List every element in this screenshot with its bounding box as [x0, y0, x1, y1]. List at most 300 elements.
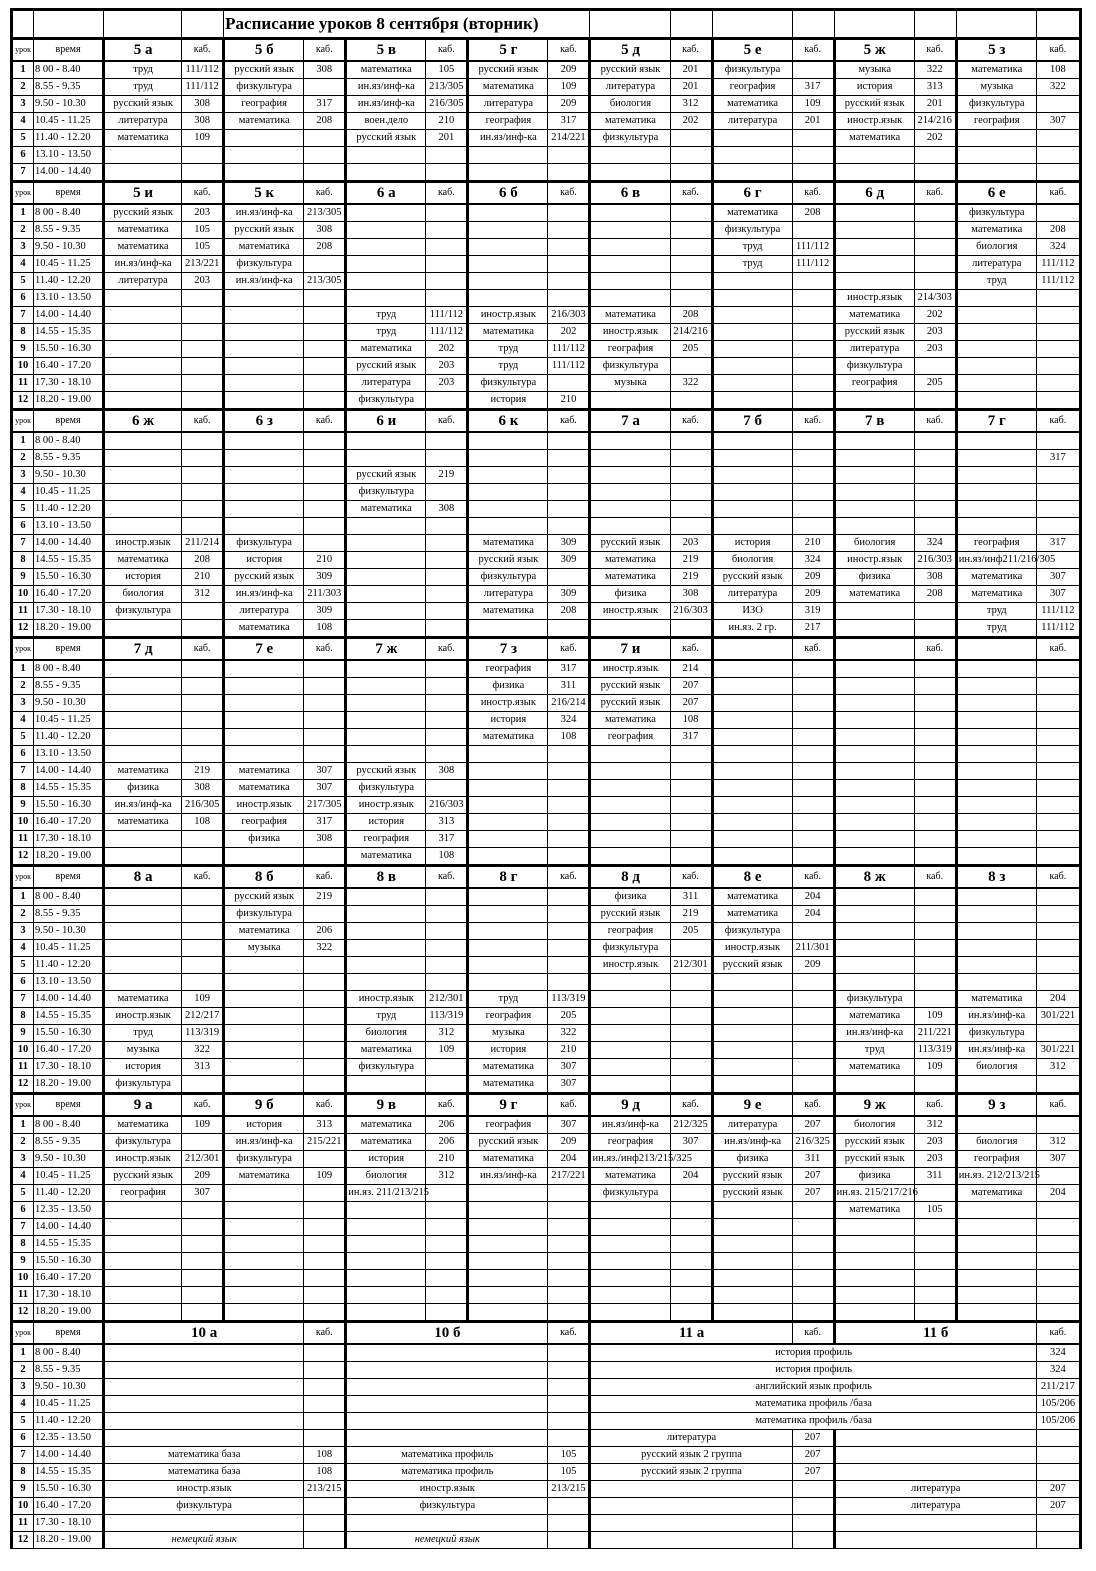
subject-cell: математика [104, 814, 182, 831]
subject-cell [590, 1498, 792, 1515]
subject-cell [104, 1379, 304, 1396]
subject-cell [834, 712, 914, 729]
lesson-time: 8 00 - 8.40 [34, 888, 104, 906]
room-header: каб. [914, 1094, 956, 1117]
subject-cell [104, 484, 182, 501]
class-name: 7 а [590, 410, 670, 433]
room-cell: 213/221 [182, 256, 224, 273]
room-header: каб. [426, 410, 468, 433]
subject-cell [104, 940, 182, 957]
room-cell [304, 1219, 346, 1236]
room-cell: 308 [304, 831, 346, 848]
lesson-time: 18.20 - 19.00 [34, 1304, 104, 1322]
lesson-number: 10 [12, 1498, 34, 1515]
subject-cell: литература [468, 586, 548, 603]
subject-cell [346, 746, 426, 763]
subject-cell [468, 620, 548, 638]
subject-cell: физкультура [834, 991, 914, 1008]
subject-cell [834, 222, 914, 239]
subject-cell: математика [224, 763, 304, 780]
lesson-time: 16.40 - 17.20 [34, 358, 104, 375]
room-cell [670, 797, 712, 814]
lesson-row [12, 113, 1081, 130]
room-cell [182, 501, 224, 518]
room-cell: 211/303 [304, 586, 346, 603]
room-cell [182, 307, 224, 324]
room-cell: 219 [670, 906, 712, 923]
room-cell [792, 1008, 834, 1025]
room-cell: 324 [914, 535, 956, 552]
lesson-time: 14.55 - 15.35 [34, 780, 104, 797]
room-cell: 317 [1036, 450, 1080, 467]
subject-cell: математика [224, 620, 304, 638]
lesson-row [12, 746, 1081, 763]
room-cell [1036, 831, 1080, 848]
room-cell: 312 [670, 96, 712, 113]
lesson-row [12, 831, 1081, 848]
lesson-time: 14.55 - 15.35 [34, 1008, 104, 1025]
lesson-number: 1 [12, 1116, 34, 1134]
subject-cell [104, 831, 182, 848]
room-cell [1036, 1025, 1080, 1042]
subject-cell: ин.яз/инф-ка [346, 79, 426, 96]
subject-cell [834, 1430, 1036, 1447]
page-title: Расписание уроков 8 сентября (вторник) [224, 10, 590, 39]
lesson-time: 17.30 - 18.10 [34, 603, 104, 620]
subject-cell: физкультура [712, 222, 792, 239]
subject-cell [224, 501, 304, 518]
lesson-number: 10 [12, 1042, 34, 1059]
subject-cell [346, 1236, 426, 1253]
subject-cell [346, 535, 426, 552]
subject-cell [590, 1059, 670, 1076]
subject-cell [346, 603, 426, 620]
subject-cell: труд [346, 324, 426, 341]
subject-cell [224, 164, 304, 182]
room-cell [792, 1304, 834, 1322]
subject-cell [468, 432, 548, 450]
subject-cell: музыка [590, 375, 670, 392]
room-cell [670, 290, 712, 307]
lesson-number: 8 [12, 1464, 34, 1481]
room-cell [426, 957, 468, 974]
subject-cell: русский язык 2 группа [590, 1447, 792, 1464]
lesson-row [12, 780, 1081, 797]
subject-cell [956, 501, 1036, 518]
lesson-number: 4 [12, 712, 34, 729]
subject-cell [104, 1413, 304, 1430]
room-cell: 108 [548, 729, 590, 746]
room-cell: 324 [792, 552, 834, 569]
subject-cell [346, 712, 426, 729]
subject-cell [468, 1185, 548, 1202]
room-header: каб. [182, 182, 224, 205]
class-name: 6 к [468, 410, 548, 433]
room-cell: 219 [426, 467, 468, 484]
room-cell: 209 [792, 586, 834, 603]
subject-cell: биология [956, 1134, 1036, 1151]
class-name: 10 а [104, 1322, 304, 1345]
lesson-row [12, 324, 1081, 341]
subject-cell: география [468, 660, 548, 678]
subject-cell [956, 831, 1036, 848]
subject-cell [224, 518, 304, 535]
lesson-number: 10 [12, 814, 34, 831]
subject-cell [834, 763, 914, 780]
room-cell [548, 814, 590, 831]
room-cell [1036, 974, 1080, 991]
room-cell: 210 [426, 113, 468, 130]
room-cell [792, 467, 834, 484]
room-cell: 216/303 [914, 552, 956, 569]
lesson-number: 8 [12, 780, 34, 797]
room-cell: 307 [548, 1076, 590, 1094]
room-cell: 207 [792, 1185, 834, 1202]
subject-cell: математика [224, 113, 304, 130]
room-cell: 322 [548, 1025, 590, 1042]
subject-cell [224, 974, 304, 991]
room-cell: 313 [182, 1059, 224, 1076]
subject-cell [590, 1532, 792, 1549]
subject-cell: труд [104, 79, 182, 96]
subject-cell [590, 256, 670, 273]
room-cell [1036, 957, 1080, 974]
lesson-number: 6 [12, 290, 34, 307]
subject-cell [346, 290, 426, 307]
subject-cell [956, 450, 1036, 467]
subject-cell [346, 1515, 548, 1532]
lesson-row [12, 79, 1081, 96]
lesson-time: 11.40 - 12.20 [34, 273, 104, 290]
subject-cell [956, 147, 1036, 164]
subject-cell [104, 164, 182, 182]
lesson-row [12, 375, 1081, 392]
lesson-row [12, 552, 1081, 569]
subject-cell: литература [104, 273, 182, 290]
subject-cell: математика [712, 204, 792, 222]
subject-cell: физика [104, 780, 182, 797]
subject-cell [104, 358, 182, 375]
subject-cell: ин.яз/инф211/216/305 [956, 552, 1036, 569]
subject-cell [834, 1076, 914, 1094]
subject-cell: литература [834, 341, 914, 358]
subject-cell: литература [834, 1498, 1036, 1515]
subject-cell: физкультура [104, 1076, 182, 1094]
room-header: каб. [304, 410, 346, 433]
lesson-row [12, 1270, 1081, 1287]
class-name: 9 в [346, 1094, 426, 1117]
room-cell [1036, 204, 1080, 222]
room-cell [914, 1253, 956, 1270]
lesson-time: 9.50 - 10.30 [34, 923, 104, 940]
subject-cell [712, 324, 792, 341]
class-name: 6 з [224, 410, 304, 433]
room-cell: 111/112 [1036, 620, 1080, 638]
room-cell: 111/112 [548, 341, 590, 358]
subject-cell [590, 814, 670, 831]
room-cell: 105/206 [1036, 1396, 1080, 1413]
room-cell [426, 1059, 468, 1076]
lesson-number: 1 [12, 660, 34, 678]
subject-cell [346, 164, 426, 182]
lesson-number: 5 [12, 957, 34, 974]
room-cell [914, 814, 956, 831]
room-cell: 211/214 [182, 535, 224, 552]
lesson-row [12, 678, 1081, 695]
subject-cell [346, 906, 426, 923]
room-cell: 307 [182, 1185, 224, 1202]
lesson-row [12, 501, 1081, 518]
lesson-row [12, 1344, 1081, 1362]
subject-cell [712, 1304, 792, 1322]
room-cell [548, 1344, 590, 1362]
subject-cell [712, 797, 792, 814]
subject-cell [224, 1202, 304, 1219]
subject-cell: физика [834, 569, 914, 586]
room-cell [1036, 375, 1080, 392]
room-cell [548, 1185, 590, 1202]
room-cell: 207 [792, 1430, 834, 1447]
room-cell: 214 [670, 660, 712, 678]
room-cell [914, 848, 956, 866]
room-cell: 324 [548, 712, 590, 729]
room-cell [1036, 1116, 1080, 1134]
subject-cell [104, 1362, 304, 1379]
room-cell: 311 [914, 1168, 956, 1185]
room-cell: 312 [1036, 1134, 1080, 1151]
room-cell [792, 1219, 834, 1236]
subject-cell [712, 358, 792, 375]
subject-cell: физкультура [104, 603, 182, 620]
room-cell: 212/325 [670, 1116, 712, 1134]
room-cell [548, 1236, 590, 1253]
title-row [12, 10, 1081, 39]
subject-cell: физика [224, 831, 304, 848]
room-cell [914, 467, 956, 484]
subject-cell [834, 1464, 1036, 1481]
time-header: время [34, 39, 104, 62]
room-cell [548, 484, 590, 501]
lesson-row [12, 695, 1081, 712]
subject-cell: математика [224, 923, 304, 940]
subject-cell [956, 888, 1036, 906]
room-cell [304, 1515, 346, 1532]
room-cell: 111/112 [1036, 273, 1080, 290]
room-cell: 210 [792, 535, 834, 552]
subject-cell: музыка [834, 61, 914, 79]
lesson-row [12, 222, 1081, 239]
subject-cell: музыка [224, 940, 304, 957]
lesson-time: 13.10 - 13.50 [34, 518, 104, 535]
lesson-number: 6 [12, 1202, 34, 1219]
subject-cell [224, 1270, 304, 1287]
subject-cell [956, 1287, 1036, 1304]
subject-cell: русский язык [834, 1134, 914, 1151]
room-cell: 309 [548, 586, 590, 603]
room-cell: 208 [548, 603, 590, 620]
lesson-number: 3 [12, 923, 34, 940]
lesson-row [12, 1304, 1081, 1322]
room-cell [792, 1481, 834, 1498]
subject-cell [712, 467, 792, 484]
subject-cell [956, 729, 1036, 746]
subject-cell [104, 695, 182, 712]
subject-cell [834, 906, 914, 923]
room-cell [182, 324, 224, 341]
subject-cell [956, 906, 1036, 923]
room-cell [304, 991, 346, 1008]
room-header: каб. [792, 182, 834, 205]
room-header: каб. [914, 39, 956, 62]
lesson-time: 8.55 - 9.35 [34, 906, 104, 923]
room-cell [304, 518, 346, 535]
subject-cell [468, 1287, 548, 1304]
room-cell [426, 1185, 468, 1202]
time-header: время [34, 1094, 104, 1117]
room-header: каб. [548, 866, 590, 889]
lesson-number: 2 [12, 79, 34, 96]
subject-cell [712, 712, 792, 729]
subject-cell: география [468, 113, 548, 130]
subject-cell: математика [834, 586, 914, 603]
room-cell: 105 [182, 239, 224, 256]
room-cell [304, 1185, 346, 1202]
lesson-time: 10.45 - 11.25 [34, 256, 104, 273]
subject-cell [224, 1025, 304, 1042]
room-cell [548, 1430, 590, 1447]
room-cell [426, 780, 468, 797]
subject-cell [104, 957, 182, 974]
room-cell [548, 501, 590, 518]
class-name: 9 ж [834, 1094, 914, 1117]
class-name: 8 в [346, 866, 426, 889]
lesson-number: 11 [12, 1059, 34, 1076]
class-name: 8 а [104, 866, 182, 889]
room-cell: 205 [670, 341, 712, 358]
room-cell [304, 1344, 346, 1362]
class-name: 6 ж [104, 410, 182, 433]
lesson-time: 10.45 - 11.25 [34, 484, 104, 501]
subject-cell [834, 678, 914, 695]
lesson-time: 14.00 - 14.40 [34, 1447, 104, 1464]
lesson-time: 14.55 - 15.35 [34, 1236, 104, 1253]
time-header: время [34, 410, 104, 433]
room-cell [914, 712, 956, 729]
room-cell: 211/221 [914, 1025, 956, 1042]
room-header: каб. [426, 866, 468, 889]
room-cell [914, 450, 956, 467]
room-header: каб. [426, 638, 468, 661]
room-cell [792, 324, 834, 341]
room-cell: 213/305 [304, 204, 346, 222]
subject-cell [956, 164, 1036, 182]
room-cell: 202 [914, 307, 956, 324]
class-name [834, 638, 914, 661]
subject-cell [346, 620, 426, 638]
subject-cell [956, 957, 1036, 974]
subject-cell: география [224, 96, 304, 113]
lesson-row [12, 1059, 1081, 1076]
subject-cell [834, 239, 914, 256]
subject-cell: физкультура [224, 256, 304, 273]
subject-cell [956, 848, 1036, 866]
lesson-time: 10.45 - 11.25 [34, 1168, 104, 1185]
lesson-number: 5 [12, 501, 34, 518]
room-cell [304, 341, 346, 358]
room-header: каб. [304, 1094, 346, 1117]
subject-cell: русский язык [712, 957, 792, 974]
lesson-number-header: урок [12, 182, 34, 205]
subject-cell: ин.яз/инф-ка [834, 1025, 914, 1042]
room-cell: 207 [670, 678, 712, 695]
lesson-number: 12 [12, 620, 34, 638]
lesson-time: 8 00 - 8.40 [34, 61, 104, 79]
room-cell: 208 [670, 307, 712, 324]
lesson-number: 11 [12, 831, 34, 848]
subject-cell [104, 307, 182, 324]
room-header: каб. [1036, 866, 1080, 889]
subject-cell [590, 763, 670, 780]
room-cell [304, 1430, 346, 1447]
room-cell: 308 [670, 586, 712, 603]
room-cell: 307 [548, 1059, 590, 1076]
room-cell [792, 923, 834, 940]
room-cell: 322 [914, 61, 956, 79]
subject-cell: физкультура [590, 1185, 670, 1202]
subject-cell [712, 484, 792, 501]
room-cell [548, 204, 590, 222]
room-cell [1036, 130, 1080, 147]
room-cell [182, 940, 224, 957]
room-cell: 322 [304, 940, 346, 957]
room-cell: 109 [426, 1042, 468, 1059]
subject-cell: литература [590, 1430, 792, 1447]
subject-cell: русский язык 2 группа [590, 1464, 792, 1481]
subject-cell [712, 432, 792, 450]
subject-cell [712, 678, 792, 695]
subject-cell [468, 763, 548, 780]
room-cell [670, 1270, 712, 1287]
lesson-row [12, 1515, 1081, 1532]
lesson-row [12, 797, 1081, 814]
subject-cell: воен.дело [346, 113, 426, 130]
room-cell: 312 [1036, 1059, 1080, 1076]
lesson-number: 9 [12, 341, 34, 358]
room-cell: 109 [182, 1116, 224, 1134]
room-header: каб. [1036, 638, 1080, 661]
room-header: каб. [548, 410, 590, 433]
subject-cell [956, 1236, 1036, 1253]
subject-cell [834, 729, 914, 746]
subject-cell: физкультура [834, 358, 914, 375]
subject-cell [590, 467, 670, 484]
lesson-time: 14.00 - 14.40 [34, 763, 104, 780]
lesson-row [12, 729, 1081, 746]
room-cell [670, 974, 712, 991]
room-cell [548, 957, 590, 974]
time-header: время [34, 866, 104, 889]
subject-cell [712, 848, 792, 866]
room-cell: 105 [548, 1447, 590, 1464]
subject-cell: география [346, 831, 426, 848]
subject-cell [712, 831, 792, 848]
subject-cell [712, 164, 792, 182]
subject-cell [224, 432, 304, 450]
lesson-number: 4 [12, 113, 34, 130]
lesson-row [12, 1287, 1081, 1304]
subject-cell [104, 746, 182, 763]
subject-cell: физкультура [346, 484, 426, 501]
